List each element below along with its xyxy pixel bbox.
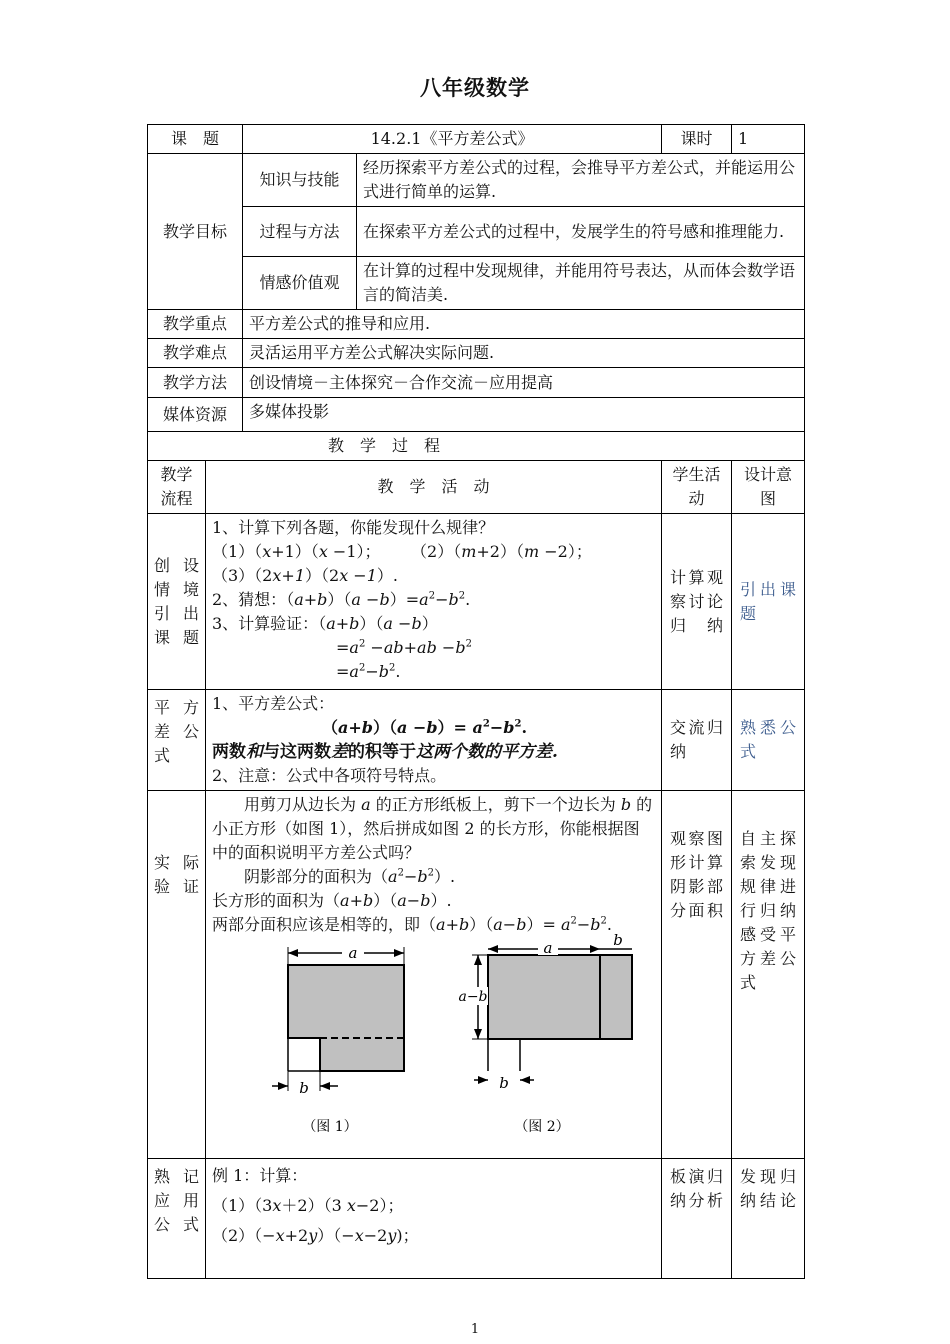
s2-flow: 平方差公式 [148,690,206,791]
s3-line6: 两部分面积应该是相等的，即$(a+b)(a-b)= a^2-b^2$. [212,915,612,934]
topic-row [148,125,805,154]
focus-row [148,310,805,339]
s4-flow: 熟记应用公式 [148,1159,206,1279]
period-value: 1 [732,125,805,154]
svg-text:a−b: a−b [458,989,488,1005]
design-label: 设计意图 [732,461,805,514]
s1-line1: 1、计算下列各题，你能发现什么规律？ [212,518,495,537]
s2-line3 [212,740,655,764]
period-label: 课时 [662,125,732,154]
s3-line5: 长方形的面积为（a+b）（a−b）. [212,891,452,910]
s4-design: 发现归纳结论 [732,1159,805,1279]
goals-label: 教学目标 [148,154,243,310]
s1-design: 引出课题 [732,514,805,690]
svg-text:b: b [499,1074,509,1092]
svg-text:a: a [348,944,358,962]
goal-row-1 [148,154,805,207]
page-title: 八年级数学 [420,75,530,100]
s2-activity [206,690,662,791]
s2-line1: 1、平方差公式： [212,694,335,713]
goal1-label: 知识与技能 [243,154,357,207]
s3-line4: 阴影部分的面积为$(a^2-b^2)$. [244,867,456,886]
s1-line4: 2、猜想：$(a+b)(a -b)=a^2-b^2$. [212,590,471,609]
s2-design: 熟悉公式 [732,690,805,791]
difficulty-label: 教学难点 [148,339,243,368]
s1-line3: （3）（2x+1）（2x −1）. [212,566,398,585]
s4-line1: 例 1：计算： [212,1166,308,1185]
method-label: 教学方法 [148,368,243,398]
goal-row-3 [148,257,805,310]
figure-1 [272,944,404,1097]
method-row [148,368,805,398]
focus-text: 平方差公式的推导和应用. [243,310,805,339]
s1-line2: （1）（x+1）（x −1）； （2）（m+2）（m −2）； [212,542,592,561]
section-2-row [148,690,805,791]
process-label: 教 学 过 程 [148,432,805,461]
s2-formula: $(a+b)(a -b)= a^2-b^2$. [322,718,528,737]
section-3-row [148,791,805,1159]
method-text: 创设情境－主体探究－合作交流－应用提高 [243,368,805,398]
s1-activity [206,514,662,690]
svg-text:b: b [613,931,623,949]
goal2-label: 过程与方法 [243,207,357,257]
s2-line4: 2、注意：公式中各项符号特点。 [212,766,447,785]
s2-line3-a: 两数 [212,742,246,762]
section-1-row [148,514,805,690]
svg-text:a: a [543,939,553,957]
s4-line3: （2）（−x+2y）（−x−2y)； [212,1226,419,1245]
s3-activity [206,791,662,1159]
lesson-plan-table [147,124,805,1279]
s1-student: 计算观察讨论归纳 [662,514,732,690]
s1-line7: $=a^2-b^2$. [336,662,401,681]
s2-line3-c: 与这两数 [263,742,331,762]
topic-value: 14.2.1《平方差公式》 [243,125,662,154]
area-figures [212,931,652,1143]
difficulty-row [148,339,805,368]
goal1-text: 经历探索平方差公式的过程，会推导平方差公式，并能运用公式进行简单的运算. [357,154,805,207]
s2-line3-f: 这两个数的平方差. [416,742,558,762]
figure-2 [458,931,632,1092]
s1-line6: $=a^2 -ab+ab -b^2$ [336,638,472,657]
activity-label: 教 学 活 动 [206,461,662,514]
page-number: 1 [470,1322,480,1337]
svg-text:b: b [299,1079,309,1097]
s4-line2: （1）（3x＋2）（3 x−2）； [212,1196,404,1215]
s2-line3-d: 差 [331,742,348,762]
goal-row-2 [148,207,805,257]
header-row [148,461,805,514]
flow-label: 教学流程 [148,461,206,514]
s3-para1: 用剪刀从边长为 a 的正方形纸板上，剪下一个边长为 b 的小正方形（如图 1），然后拼成如图 2 的长方形，你能根据图中的面积说明平方差公式吗？ [212,795,653,862]
fig1-caption: （图 1） [302,1119,358,1135]
topic-label: 课 题 [148,125,243,154]
s1-flow: 创设情境引出课题 [148,514,206,690]
goal2-text: 在探索平方差公式的过程中，发展学生的符号感和推理能力. [357,207,805,257]
process-row [148,432,805,461]
s1-line4-label: 2、猜想： [212,590,287,609]
section-4-row [148,1159,805,1279]
s3-flow: 实际验证 [148,791,206,1159]
s2-line3-b: 和 [246,742,263,762]
media-label: 媒体资源 [148,398,243,432]
s1-line5-label: 3、计算验证： [212,614,319,633]
s3-design: 自主探索发现规律进行归纳感受平方差公式 [732,791,805,1159]
s2-student: 交流归纳 [662,690,732,791]
s2-line3-e: 的积等于 [348,742,416,762]
student-label: 学生活动 [662,461,732,514]
s1-line5: 3、计算验证：（a+b）（a −b） [212,614,438,633]
goal3-label: 情感价值观 [243,257,357,310]
focus-label: 教学重点 [148,310,243,339]
fig2-caption: （图 2） [514,1119,570,1135]
goal3-text: 在计算的过程中发现规律，并能用符号表达，从而体会数学语言的简洁美. [357,257,805,310]
media-text: 多媒体投影 [243,398,805,432]
s4-activity [206,1159,662,1279]
difficulty-text: 灵活运用平方差公式解决实际问题. [243,339,805,368]
s4-student: 板演归纳分析 [662,1159,732,1279]
media-row [148,398,805,432]
s3-student: 观察图形计算阴影部分面积 [662,791,732,1159]
